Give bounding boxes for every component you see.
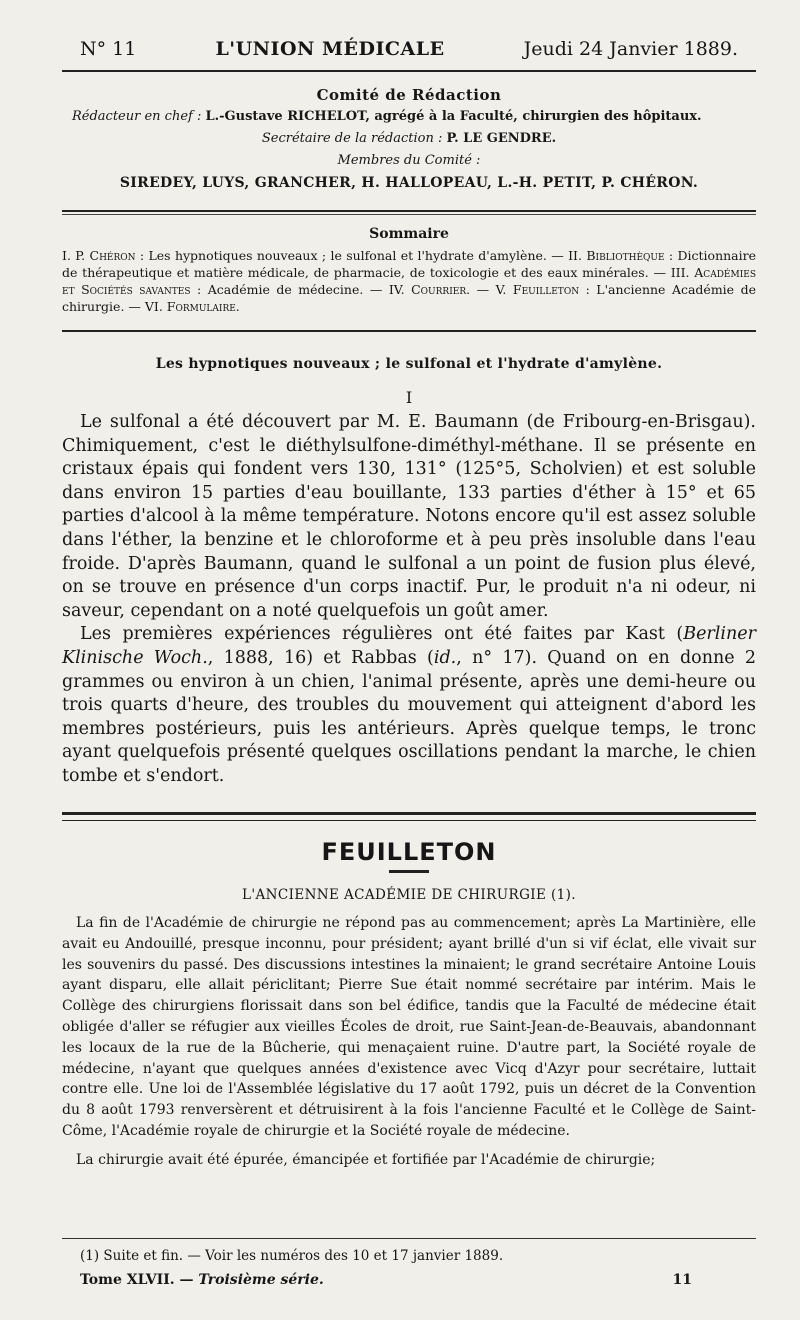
article-text: , 1888, 16) et Rabbas ( [207, 647, 434, 668]
citation-title: id. [433, 647, 457, 668]
members-names: SIREDEY, LUYS, GRANCHER, H. HALLOPEAU, L.-H. PETIT, P. CHÉRON. [119, 175, 699, 191]
sommaire-text: : Académie de médecine. — IV. [190, 282, 412, 297]
article-text: , n° 17). Quand on en donne 2 grammes ou environ à un chien, l'animal présente, après une demi-heure ou trois quarts d'heure, des troubles du mouvement qui atteignent d'abord les membres postérieurs, puis les antérieurs. Après quelque temps, le tronc ayant quelquefois présenté quelques oscillations pendant la marche, le chien tombe et s'endort. [62, 647, 757, 786]
sommaire [62, 226, 756, 315]
sommaire-text: I. P. [62, 248, 90, 263]
members-label: Membres du Comité : [337, 153, 481, 168]
issue-number: N° 11 [80, 38, 137, 60]
volume-info [80, 1272, 324, 1288]
sommaire-body [62, 247, 756, 315]
sommaire-text: . [235, 299, 240, 314]
sommaire-title: Sommaire [369, 226, 449, 242]
article-text: Le sulfonal a été découvert par M. E. Baumann (de Fribourg-en-Brisgau). Chimiquement, c'est le diéthylsulfone-diméthyl-méthane. Il se présente en cristaux épais qui fondent vers 130, 131° (125°5, Scholvien) et est soluble dans environ 15 parties d'eau bouillante, 133 parties d'éther à 15° et 65 parties d'alcool à la même température. Notons encore qu'il est assez soluble dans l'éther, la benzine et le chloroforme et à peu près insoluble dans l'eau froide. D'après Baumann, quand le sulfonal a un point de fusion plus élevé, on se trouve en présence d'un corps inactif. Pur, le produit n'a ni odeur, ni saveur, cependant on a noté quelquefois un goût amer. [62, 412, 756, 621]
article-title: Les hypnotiques nouveaux ; le sulfonal et l'hydrate d'amylène. [155, 356, 663, 372]
sommaire-text: Formulaire [166, 299, 236, 314]
editor-name: L.-Gustave RICHELOT, agrégé à la Faculté, chirurgien des hôpitaux. [205, 109, 702, 124]
sommaire-text: : L'ancienne Académie de chirurgie. — VI. [62, 282, 756, 314]
secretary-line [62, 128, 756, 150]
committee-title: Comité de Rédaction [316, 86, 502, 104]
editor-line [62, 106, 756, 128]
sommaire-text: : Les hypnotiques nouveaux ; le sulfonal et l'hydrate d'amylène. — II. [135, 248, 587, 263]
article [62, 356, 756, 789]
feuilleton-paragraph: La chirurgie avait été épurée, émancipée et fortifiée par l'Académie de chirurgie; [76, 1151, 656, 1168]
article-body [62, 411, 756, 789]
sommaire-text: : Dictionnaire de thérapeutique et matière médicale, de pharmacie, de toxicologie et des eaux minérales. — III. [62, 248, 756, 280]
feuilleton-title: FEUILLETON [321, 838, 497, 866]
sommaire-text: Chéron [89, 248, 136, 263]
feuilleton-dash [389, 870, 429, 873]
issue-date: Jeudi 24 Janvier 1889. [523, 38, 738, 60]
sommaire-text: Académies et Sociétés savantes [62, 265, 756, 297]
page-header [80, 38, 738, 68]
article-text: Les premières expériences régulières ont été faites par Kast ( [80, 624, 684, 645]
series-label: Troisième série. [198, 1272, 324, 1288]
section-number: I [405, 388, 413, 407]
volume-label: Tome XLVII. — [80, 1272, 194, 1288]
sommaire-text: Feuilleton [512, 282, 580, 297]
article-paragraph [62, 411, 756, 623]
footnote-rule [62, 1238, 756, 1239]
sommaire-text: . — V. [466, 282, 513, 297]
committee-rule-thin [62, 214, 756, 215]
header-rule [62, 70, 756, 72]
feuilleton [62, 838, 756, 1171]
sommaire-text: Courrier [411, 282, 467, 297]
feuilleton-rule-thin [62, 820, 756, 821]
page-number: 11 [672, 1272, 692, 1288]
citation-title: Berliner Klinische Woch. [62, 624, 756, 668]
journal-title: L'UNION MÉDICALE [215, 38, 445, 60]
page-footer [80, 1272, 692, 1288]
secretary-label: Secrétaire de la rédaction : [261, 131, 443, 146]
committee-rule [62, 210, 756, 212]
secretary-name: P. LE GENDRE. [446, 131, 557, 146]
article-paragraph [62, 623, 756, 788]
feuilleton-rule [62, 812, 756, 815]
footnote: (1) Suite et fin. — Voir les numéros des 10 et 17 janvier 1889. [80, 1248, 504, 1264]
feuilleton-paragraph: La fin de l'Académie de chirurgie ne répond pas au commencement; après La Martinière, elle avait eu Andouillé, presque inconnu, pour président; ayant brillé d'un si vif éclat, elle vivait sur les souvenirs du passé. Des discussions intestines la minaient; le grand secrétaire Antoine Louis ayant disparu, elle allait périclitant; Pierre Sue était nommé secrétaire par intérim. Mais le Collège des chirurgiens florissait dans son bel édifice, tandis que la Faculté de médecine était obligée d'aller se réfugier aux vieilles Écoles de droit, rue Saint-Jean-de-Beauvais, abandonnant les locaux de la rue de la Bûcherie, qui menaçaient ruine. D'autre part, la Société royale de médecine, n'ayant que quelques années d'existence avec Vicq d'Azyr pour secrétaire, luttait contre elle. Une loi de l'Assemblée législative du 17 août 1792, puis un décret de la Convention du 8 août 1793 renversèrent et détruisirent à la fois l'ancienne Faculté et le Collège de Saint-Côme, l'Académie royale de chirurgie et la Société royale de médecine. [62, 915, 756, 1139]
sommaire-rule [62, 330, 756, 332]
editor-label: Rédacteur en chef : [72, 109, 202, 124]
sommaire-text: Bibliothèque [586, 248, 665, 263]
editorial-committee [62, 84, 756, 194]
feuilleton-subtitle: L'ANCIENNE ACADÉMIE DE CHIRURGIE (1). [242, 887, 576, 903]
